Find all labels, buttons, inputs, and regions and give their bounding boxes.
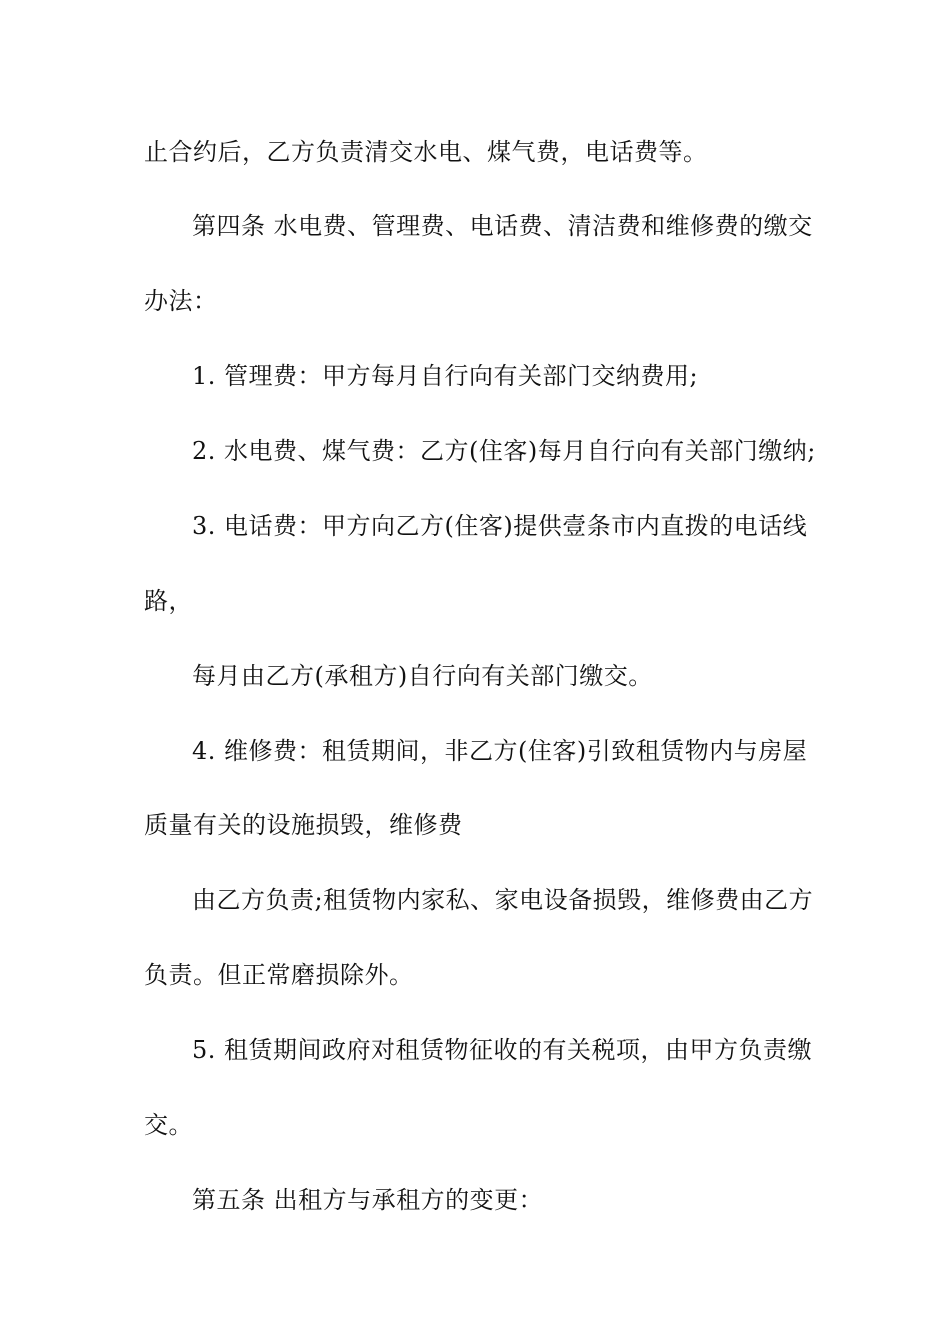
text-line-7: 路， (144, 587, 193, 615)
article-4-heading: 第四条 水电费、管理费、电话费、清洁费和维修费的缴交 (192, 212, 813, 240)
text-line-10: 质量有关的设施损毁，维修费 (144, 811, 463, 839)
item-1-management-fee: 1. 管理费：甲方每月自行向有关部门交纳费用; (192, 362, 699, 390)
item-2-utilities-fee: 2. 水电费、煤气费：乙方(住客)每月自行向有关部门缴纳; (192, 437, 816, 465)
text-line-1: 止合约后，乙方负责清交水电、煤气费，电话费等。 (144, 138, 708, 166)
text-line-11: 由乙方负责;租赁物内家私、家电设备损毁，维修费由乙方 (192, 886, 814, 914)
text-line-8: 每月由乙方(承租方)自行向有关部门缴交。 (192, 662, 653, 690)
text-line-3: 办法： (144, 287, 218, 315)
text-line-14: 交。 (144, 1111, 193, 1139)
item-5-taxes: 5. 租赁期间政府对租赁物征收的有关税项，由甲方负责缴 (192, 1036, 813, 1064)
item-3-phone-fee: 3. 电话费：甲方向乙方(住客)提供壹条市内直拨的电话线 (192, 512, 808, 540)
article-5-heading: 第五条 出租方与承租方的变更： (192, 1186, 544, 1214)
item-4-maintenance-fee: 4. 维修费：租赁期间，非乙方(住客)引致租赁物内与房屋 (192, 737, 808, 765)
text-line-12: 负责。但正常磨损除外。 (144, 961, 414, 989)
